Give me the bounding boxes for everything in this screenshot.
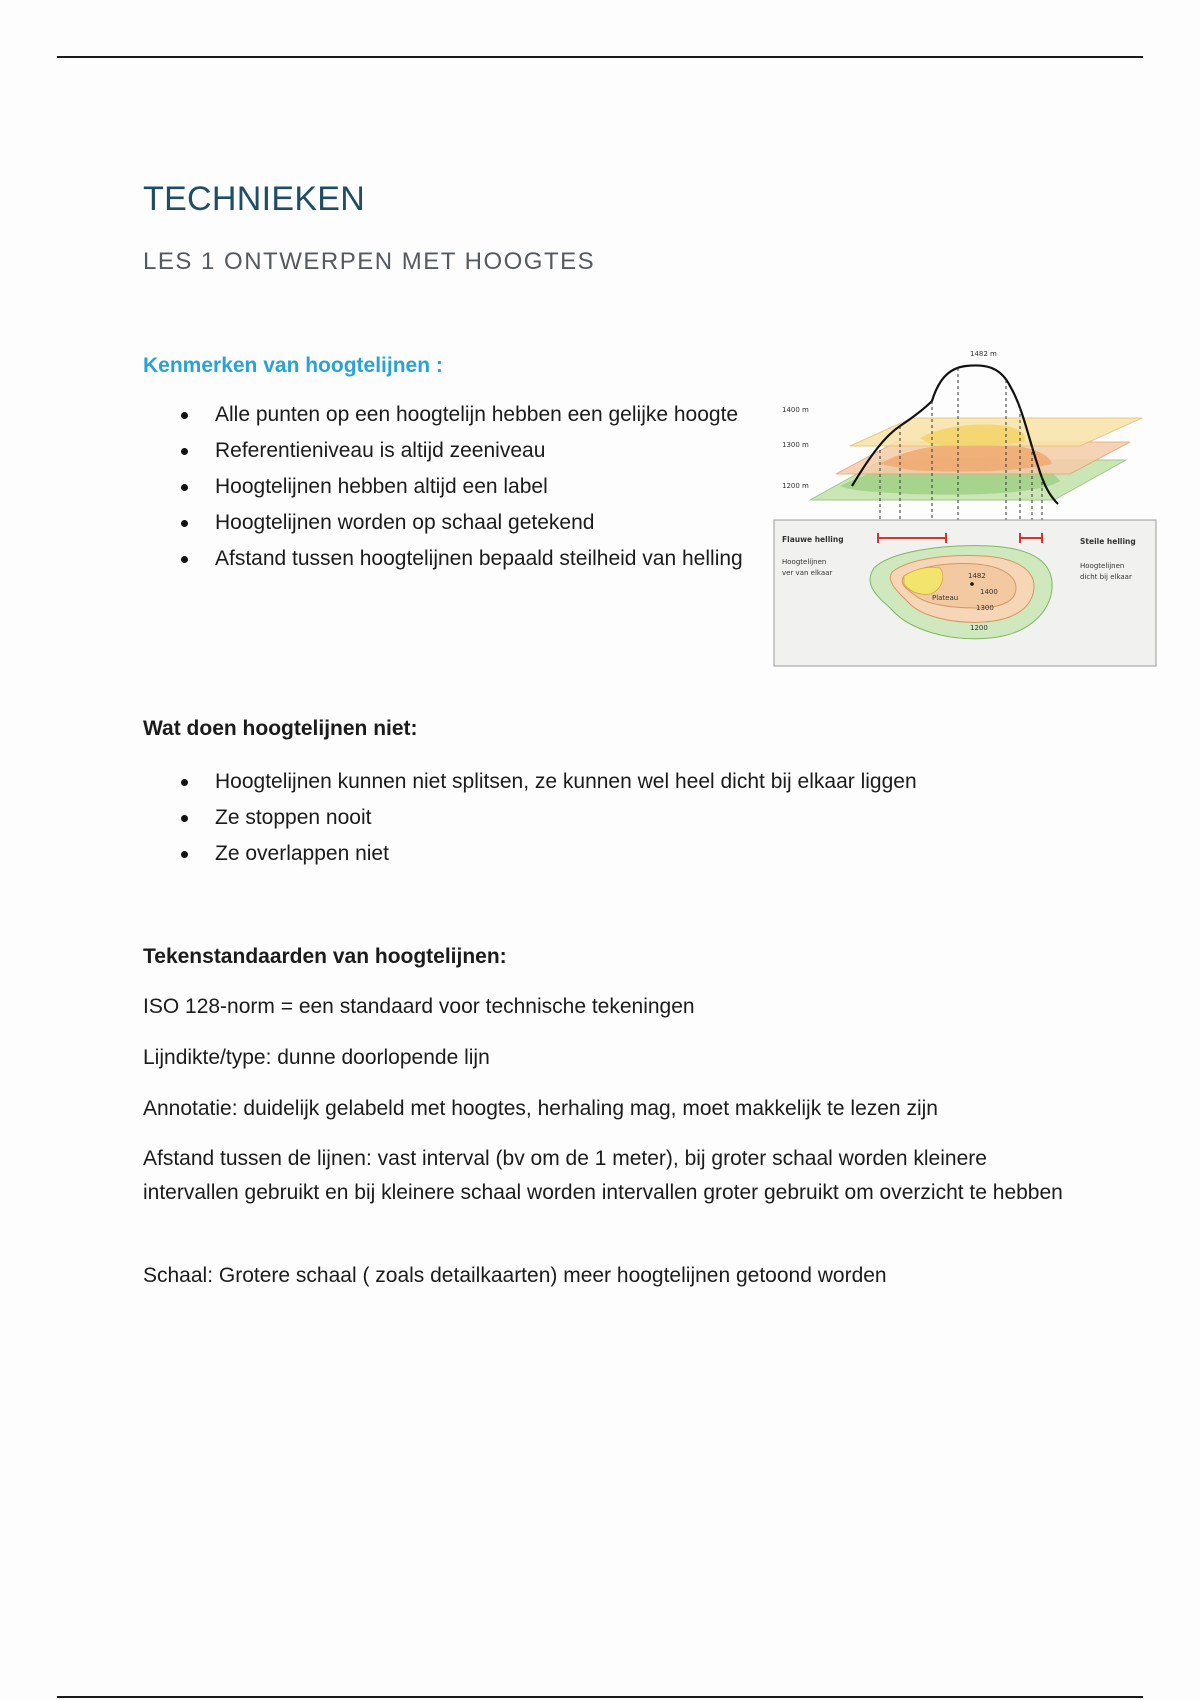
standaarden-paragraph-schaal: Schaal: Grotere schaal ( zoals detailkaarten) meer hoogtelijnen getoond worden xyxy=(143,1264,887,1287)
left-caption-text-1: Hoogtelijnen xyxy=(782,558,827,566)
right-caption-text-1: Hoogtelijnen xyxy=(1080,562,1125,570)
list-item: Hoogtelijnen kunnen niet splitsen, ze kunnen wel heel dicht bij elkaar liggen xyxy=(143,765,1093,799)
level-label-1400: 1400 m xyxy=(782,406,809,414)
plateau-label: Plateau xyxy=(932,594,959,602)
level-label-1300: 1300 m xyxy=(782,441,809,449)
right-caption-text-2: dicht bij elkaar xyxy=(1080,573,1132,581)
map-label-1300: 1300 xyxy=(976,604,994,612)
list-item: Ze stoppen nooit xyxy=(143,801,1093,835)
page-title: TECHNIEKEN xyxy=(143,180,366,218)
list-item: Hoogtelijnen hebben altijd een label xyxy=(143,470,763,504)
left-caption-text-2: ver van elkaar xyxy=(782,569,833,577)
standaarden-paragraph-annotatie: Annotatie: duidelijk gelabeld met hoogtes, herhaling mag, moet makkelijk te lezen zijn xyxy=(143,1097,938,1120)
standaarden-paragraph-iso: ISO 128-norm = een standaard voor technische tekeningen xyxy=(143,995,695,1018)
map-label-1200: 1200 xyxy=(970,624,988,632)
standaarden-heading: Tekenstandaarden van hoogtelijnen: xyxy=(143,945,507,968)
map-label-1482: 1482 xyxy=(968,572,986,580)
top-rule xyxy=(57,56,1143,58)
standaarden-paragraph-afstand: Afstand tussen de lijnen: vast interval (bv om de 1 meter), bij groter schaal worden kleinere intervallen gebruikt en bij kleinere schaal worden intervallen groter gebruikt om overzicht te hebben xyxy=(143,1147,1063,1204)
niet-heading: Wat doen hoogtelijnen niet: xyxy=(143,717,418,740)
left-caption-title: Flauwe helling xyxy=(782,535,844,544)
summit-marker xyxy=(970,582,974,586)
niet-list xyxy=(143,765,1093,873)
right-caption-title: Steile helling xyxy=(1080,537,1136,546)
kenmerken-heading: Kenmerken van hoogtelijnen : xyxy=(143,354,443,377)
level-label-1200: 1200 m xyxy=(782,482,809,490)
contour-diagram xyxy=(770,346,1160,668)
map-label-1400: 1400 xyxy=(980,588,998,596)
list-item: Referentieniveau is altijd zeeniveau xyxy=(143,434,763,468)
list-item: Alle punten op een hoogtelijn hebben een gelijke hoogte xyxy=(143,398,763,432)
kenmerken-list xyxy=(143,398,763,578)
page-subtitle: LES 1 ONTWERPEN MET HOOGTES xyxy=(143,248,596,275)
contour-diagram-svg xyxy=(770,346,1160,668)
standaarden-paragraph-lijndikte: Lijndikte/type: dunne doorlopende lijn xyxy=(143,1046,490,1069)
bottom-rule xyxy=(57,1696,1143,1698)
list-item: Ze overlappen niet xyxy=(143,837,1093,871)
peak-label: 1482 m xyxy=(970,350,997,358)
list-item: Afstand tussen hoogtelijnen bepaald steilheid van helling xyxy=(143,542,763,576)
list-item: Hoogtelijnen worden op schaal getekend xyxy=(143,506,763,540)
